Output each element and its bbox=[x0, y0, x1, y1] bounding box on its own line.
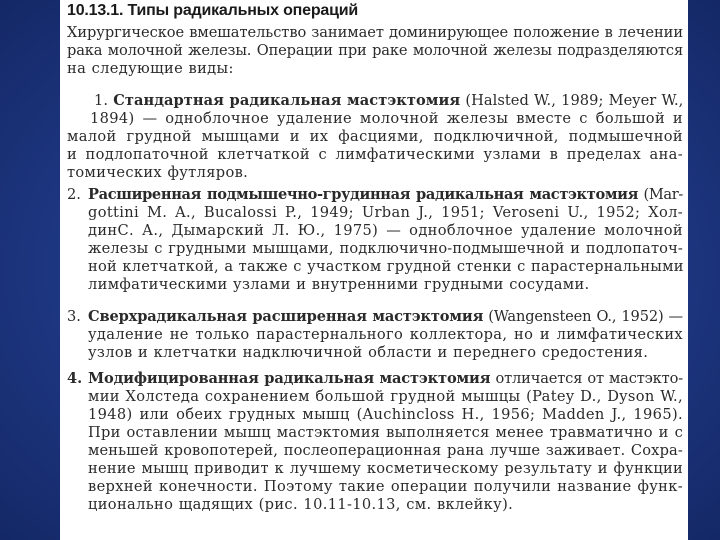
intro-line: рака молочной железы. Операции при раке молочной железы подразделяются bbox=[67, 42, 683, 59]
list-item-line: лимфатическими узлами и внутренними грудными сосудами. bbox=[88, 276, 590, 293]
list-item-number: 3. bbox=[67, 308, 81, 325]
list-item-number: 2. bbox=[67, 186, 81, 203]
list-item-title: Сверхрадикальная расширенная мастэктомия bbox=[88, 308, 484, 325]
list-item-text: (Wangensteen O., 1952) — bbox=[483, 308, 683, 325]
list-item-line: gottini M. A., Bucalossi P., 1949; Urban J., 1951; Veroseni U., 1952; Хол- bbox=[88, 204, 683, 221]
list-item-line: томических футляров. bbox=[67, 164, 249, 181]
list-item-line: динС. А., Дымарский Л. Ю., 1975) — одноблочное удаление молочной bbox=[88, 222, 683, 239]
list-item-number: 1. bbox=[94, 92, 109, 109]
list-item-line: верхней конечности. Поэтому такие операции получили название функ- bbox=[88, 478, 683, 495]
section-heading: 10.13.1. Типы радикальных операций bbox=[67, 2, 359, 19]
intro-line: на следующие виды: bbox=[67, 60, 234, 77]
list-item-line: 1948) или обеих грудных мышц (Auchincloss H., 1956; Madden J., 1965). bbox=[88, 406, 683, 423]
list-item-line: и подлопаточной клетчаткой с лимфатическими узлами в пределах ана- bbox=[67, 146, 683, 163]
list-item-2-title-line bbox=[88, 186, 683, 204]
list-item-title: Модифицированная радикальная мастэктомия bbox=[88, 370, 491, 387]
list-item-line: При оставлении мышц мастэктомия выполняется менее травматично и с bbox=[88, 424, 683, 441]
list-item-text: отличается от мастэкто- bbox=[490, 370, 683, 387]
list-item-line: мии Холстеда сохранением большой грудной мышцы (Patey D., Dyson W., bbox=[88, 388, 683, 405]
list-item-line: меньшей кровопотерей, послеоперационная рана лучше заживает. Сохра- bbox=[88, 442, 683, 459]
list-item-line: удаление не только парастернального коллектора, но и лимфатических bbox=[88, 326, 683, 343]
list-item-text: (Halsted W., 1989; Meyer W., bbox=[460, 92, 684, 109]
list-item-4-title-line bbox=[88, 370, 683, 388]
list-item-line: ционально щадящих (рис. 10.11-10.13, см. вклейку). bbox=[88, 496, 514, 513]
list-item-line: железы с грудными мышцами, подключично-подмышечной и подлопаточ- bbox=[88, 240, 683, 257]
list-item-line: малой грудной мышцами и их фасциями, подключичной, подмышечной bbox=[67, 128, 683, 145]
intro-line: Хирургическое вмешательство занимает доминирующее положение в лечении bbox=[67, 24, 683, 41]
list-item-line: ной клетчаткой, а также с участком грудной стенки с парастернальными bbox=[88, 258, 684, 275]
list-item-line: нение мышц приводит к лучшему косметическому результату и функции bbox=[88, 460, 683, 477]
document-page bbox=[60, 0, 688, 540]
list-item-text: (Mar- bbox=[638, 186, 683, 203]
list-item-title: Стандартная радикальная мастэктомия bbox=[113, 92, 461, 109]
list-item-3-title-line bbox=[88, 308, 683, 326]
list-item-title: Расширенная подмышечно-грудинная радикальная мастэктомия bbox=[88, 186, 639, 203]
list-item-line: 1894) — одноблочное удаление молочной железы вместе с большой и bbox=[90, 110, 683, 127]
list-item-1-title-line bbox=[94, 92, 683, 110]
list-item-number: 4. bbox=[67, 370, 83, 387]
list-item-line: узлов и клетчатки надключичной области и переднего средостения. bbox=[88, 344, 649, 361]
